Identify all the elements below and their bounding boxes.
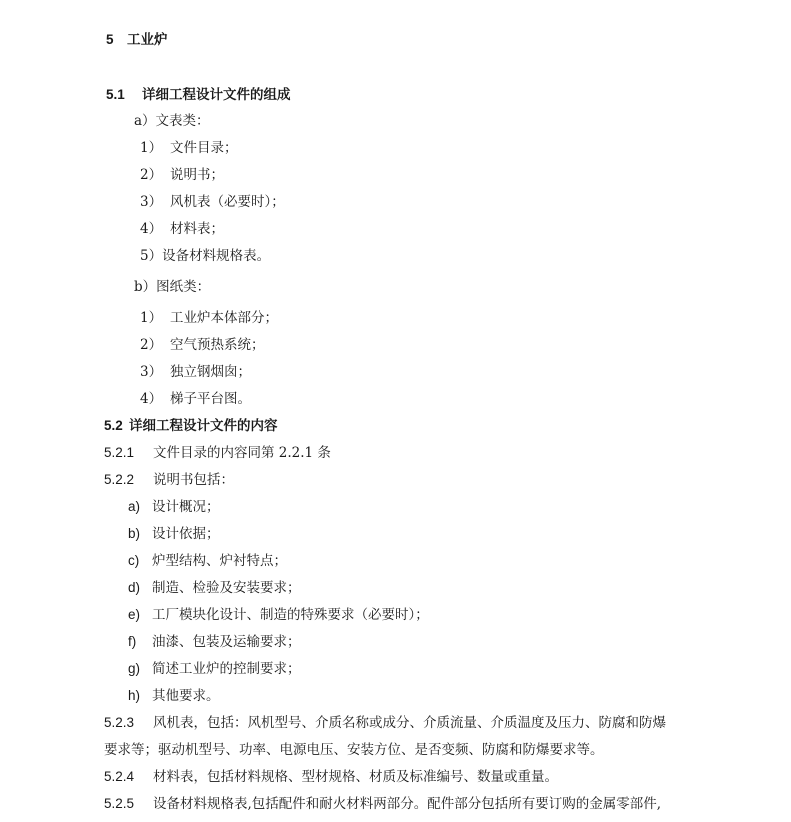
section-5-1-number: 5.1 xyxy=(106,87,125,102)
list-text: 油漆、包装及运输要求； xyxy=(152,634,301,650)
list-text: 文件目录； xyxy=(170,140,238,156)
list-marker: c) xyxy=(128,553,140,568)
clause-number: 5.2.2 xyxy=(104,472,135,487)
list-marker: 3） xyxy=(140,364,163,380)
clause-number: 5.2.5 xyxy=(104,796,135,811)
list-item-5: 5）设备材料规格表。 xyxy=(140,248,271,264)
list-marker: 1） xyxy=(140,140,163,156)
list-text: 独立钢烟囱； xyxy=(170,364,251,380)
clause-text: 材料表，包括材料规格、型材规格、材质及标准编号、数量或重量。 xyxy=(153,769,558,785)
list-marker: 4） xyxy=(140,221,163,237)
list-marker: a) xyxy=(128,499,141,514)
section-5-2-title: 详细工程设计文件的内容 xyxy=(129,418,278,433)
clause-text: 文件目录的内容同第 2.2.1 条 xyxy=(153,445,331,461)
clause-number: 5.2.3 xyxy=(104,715,135,730)
list-text: 说明书； xyxy=(170,167,224,183)
clause-number: 5.2.1 xyxy=(104,445,135,460)
list-marker: 2） xyxy=(140,167,163,183)
list-marker: 4） xyxy=(140,391,163,407)
clause-number: 5.2.4 xyxy=(104,769,135,784)
list-marker: 1） xyxy=(140,310,163,326)
list-text: 工厂模块化设计、制造的特殊要求（必要时）； xyxy=(152,607,429,623)
list-text: 风机表（必要时）； xyxy=(170,194,285,210)
list-text: 工业炉本体部分； xyxy=(170,310,278,326)
clause-text-continued: 要求等；驱动机型号、功率、电源电压、安装方位、是否变频、防腐和防爆要求等。 xyxy=(104,742,604,758)
subgroup-a-heading: a）文表类： xyxy=(134,113,210,129)
list-marker: f) xyxy=(128,634,137,649)
list-text: 材料表； xyxy=(170,221,224,237)
list-marker: h) xyxy=(128,688,141,703)
section-5-1-title: 详细工程设计文件的组成 xyxy=(142,87,291,102)
list-text: 空气预热系统； xyxy=(170,337,265,353)
list-marker: d) xyxy=(128,580,141,595)
subgroup-b-heading: b）图纸类： xyxy=(134,279,211,295)
list-text: 设计概况； xyxy=(152,499,220,515)
clause-text: 说明书包括： xyxy=(153,472,234,488)
list-marker: b) xyxy=(128,526,141,541)
section-5-2-number: 5.2 xyxy=(104,418,123,433)
chapter-number: 5 xyxy=(106,32,114,47)
chapter-title: 工业炉 xyxy=(127,32,168,47)
list-text: 炉型结构、炉衬特点； xyxy=(152,553,287,569)
list-marker: 2） xyxy=(140,337,163,353)
clause-text: 风机表，包括：风机型号、介质名称或成分、介质流量、介质温度及压力、防腐和防爆 xyxy=(153,715,666,731)
list-marker: g) xyxy=(128,661,141,676)
clause-text: 设备材料规格表,包括配件和耐火材料两部分。配件部分包括所有要订购的金属零部件, xyxy=(153,796,662,812)
list-text: 制造、检验及安装要求； xyxy=(152,580,301,596)
list-text: 设计依据； xyxy=(152,526,220,542)
list-text: 梯子平台图。 xyxy=(170,391,251,407)
list-text: 其他要求。 xyxy=(152,688,220,704)
list-marker: e) xyxy=(128,607,141,622)
list-marker: 3） xyxy=(140,194,163,210)
list-text: 简述工业炉的控制要求； xyxy=(152,661,301,677)
